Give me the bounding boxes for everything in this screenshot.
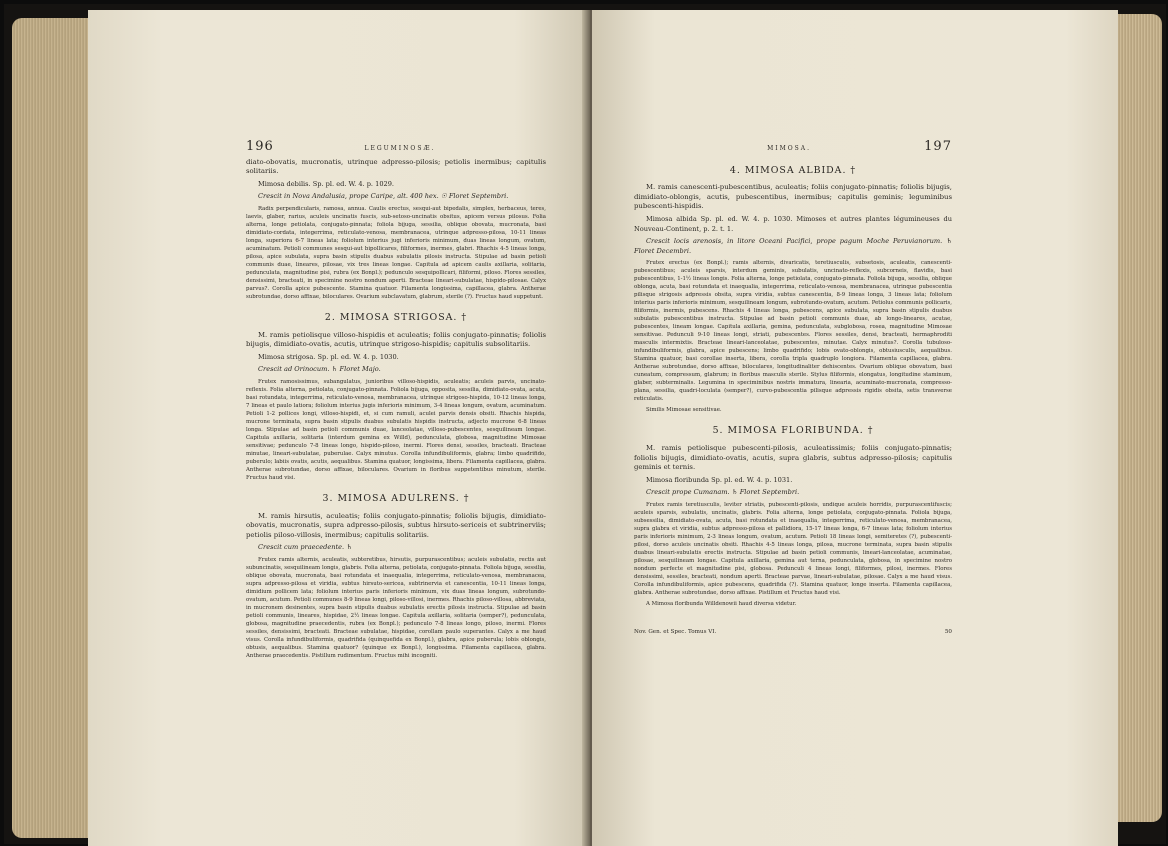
right-running-title: MIMOSA. xyxy=(767,145,812,152)
left-page-number: 196 xyxy=(246,139,274,154)
footer-signature: Nov. Gen. et Spec. Tomus VI. xyxy=(634,628,717,635)
species-1-synonym: Mimosa debilis. Sp. pl. ed. W. 4. p. 1029. xyxy=(258,179,394,188)
left-page xyxy=(88,10,590,846)
right-running-head xyxy=(634,139,952,154)
species-3-heading: 3. MIMOSA ADULRENS. † xyxy=(322,492,470,504)
species-1-diagnosis: diato-obovatis, mucronatis, utrinque adpresso-pilosis; petiolis inermibus; capitulis solitariis. xyxy=(246,157,546,176)
species-4-description: Frutex erectus (ex Bonpl.); ramis alternis, divaricatis, teretiusculis, subsetosis, aculeatis, canescenti-pubescentibus; aculeis sparsis, interdum geminis, subulatis, uncinato-reflexis, subcorneis, flavidis, basi pubescentibus, 1-1½ lineas longis. Folia alterna, longe petiolata, conjugato-pinnata. Foliola bijuga, sessilia, oblique oblonga, acuta, basi rotundata et inaequalia, integerrima, reticulato-venosa, membranacea, utrinque pubescentia pilisque strigosis adpressis obsita, supra viridia, subtus canescentia, 8-9 lineas longa, 3 lineas lata; foliolum interius paris inferioris minimum, sesquilineam longum, subrotundo-ovatum, acutum. Petiolus communis pollicaris, filiformis, inermis, pubescens. Rhachis 4 lineas longa, pubescens, apice subulata, supra basin stipulis duabus subulatis pubescentibus instructa. Stipulae ad basin petioli communis duae, ab longo-lineares, acutae, pubescentes, lineam longae. Capitula axillaria, gemina, pedunculata, subglobosa, rosea, magnitudine Mimosae sensitivae. Pedunculi 9-10 lineas longi, striati, pubescentes. Flores sessiles, densi, bracteati, hermaphroditi masculis intermixtis. Bracteae lineari-lanceolatae, pubescentes, minutae. Calyx minutus?. Corolla tubuloso-infundibuliformis, glabra, apice pubescens; limbo quadrifido; lobis ovato-oblongis, obtusiusculis, aequalibus. Stamina quatuor, basi corollae inserta, libera, corolla tripla quadruplo longiora. Filamenta capillacea, glabra. Antherae subrotundae, dorso affixae, biloculares, longitudinaliter dehiscentes. Ovarium oblique obovatum, basi cuneatum, compressum, glabrum; in floribus masculis sterile. Stylus filiformis, elongatus, longitudine staminum, glaber, subterminalis. Legumina in speciminibus nostris immatura, linearia, acuminato-mucronata, compresso-plana, sessilia, quadri-loculata (semper?), curvo-pubescentia pilisque adpressis rigidis obsita, setis transverse reticulatis. xyxy=(634,260,952,403)
footer-sheet-number: 50 xyxy=(944,628,952,635)
species-2-diagnosis: M. ramis petiolisque villoso-hispidis et aculeatis; foliis conjugato-pinnatis; foliolis bijugis, dimidiato-ovatis, acutis, utrinque strigoso-hispidis; capitulis subsolitariis. xyxy=(246,330,546,349)
species-1-locality: Crescit in Nova Andalusia, prope Caripe, alt. 400 hex. ☉ Floret Septembri. xyxy=(258,192,509,201)
left-running-head xyxy=(246,139,546,154)
species-2-synonym: Mimosa strigosa. Sp. pl. ed. W. 4. p. 1030. xyxy=(258,352,399,361)
right-page xyxy=(592,10,1118,846)
species-2-locality: Crescit ad Orinocum. ♄ Floret Majo. xyxy=(258,365,381,374)
page-edges-right xyxy=(1114,14,1162,822)
species-4-synonym: Mimosa albida Sp. pl. ed. W. 4. p. 1030. Mimoses et autres plantes légumineuses du Nouveau-Continent, p. 2. t. 1. xyxy=(634,214,952,233)
species-5-locality: Crescit prope Cumanam. ♄ Floret Septembri. xyxy=(646,488,800,497)
right-page-text xyxy=(634,139,952,638)
page-edges-left xyxy=(12,18,88,838)
species-4-heading: 4. MIMOSA ALBIDA. † xyxy=(729,164,857,176)
species-3-locality: Crescit cum praecedente. ♄ xyxy=(258,543,353,552)
species-5-heading: 5. MIMOSA FLORIBUNDA. † xyxy=(712,425,874,437)
species-5-synonym: Mimosa floribunda Sp. pl. ed. W. 4. p. 1031. xyxy=(646,475,793,484)
left-page-text xyxy=(246,139,546,663)
book-spread xyxy=(4,4,1166,844)
species-3-description: Frutex ramis alternis, aculeatis, subteretibus, hirsutis, purpurascentibus; aculeis subulatis, rectis aut subuncinatis, sesquilineam longis, glabris. Folia alterna, petiolata, conjugato-pinnata. Foliola bijuga, sessilia, oblique obovata, mucronata, basi rotundata et inaequalia, integerrima, reticulato-venosa, membranacea, supra adpresso-pilosa et viridia, subtus hirsuto-sericea, subtrinervia et canescentia, 10-11 lineas longa, dimidium pollicem lata; foliolum interius paris inferioris minimum, vix duas lineas longum, subrotundo-ovatum, acutum. Petioli communes 8-9 lineas longi, piloso-villosi, inermes. Rhachis piloso-villosa, abbreviata, in mucronem desinentes, supra basin stipulis duabus subulatis erectis pilosis instructa. Stipulae ad basin petioli communis, lineares, hispidae, 2½ lineas longae. Capitula axillaria, solitaria (semper?), pedunculata, globosa, magnitudine praecedentis, rubra (ex Bonpl.); pedunculo 7-8 lineas longo, piloso, inermi. Flores sessiles, densissimi, bracteati. Bracteae subulatae, hispidae, corollam paulo superantes. Calyx a me haud visus. Corolla infundibuliformis, quadrifida (quinquefida ex Bonpl.), glabra, apice puberula; lobis oblongis, obtusis, aequalibus. Stamina quatuor? (quinque ex Bonpl.), longissima. Filamenta capillacea, glabra. Antherae praecedentis. Pistillum rudimentum. Fructus mihi incogniti. xyxy=(246,556,546,659)
species-5-description: Frutex ramis teretiusculis, leviter striatis, pubescenti-pilosis, undique aculeis horridis, purpurascentifuscis; aculeis sparsis, subulatis, uncinatis, glabris. Folia alterna, longe petiolata, conjugato-pinnata. Foliola bijuga, subsessilia, dimidiato-ovata, acuta, basi rotundata et inaequalia, integerrima, reticulato-venosa, membranacea, supra glabra et viridia, subtus adpresso-pilosa et pallidiora, 15-17 lineas longa, 6-7 lineas lata; foliolum interius paris inferioris minimum, 2-3 lineas longum, ovatum, acutum. Petioli 18 lineas longi, semiteretes (?), pubescenti-pilosi, dorso aculeis uncinatis obsiti. Rhachis 4-5 lineas longa, pilosa, mucrone terminata, supra basin stipulis duabus lineari-subulatis erectis instructa. Stipulae ad basin petioli communis, lineari-lanceolatae, acuminatae, pilosae, sesquilineam longae. Capitula axillaria, gemina aut terna, pedunculata, globosa, in specimine nostro nondum perfecte et magnitudine pisi, globosa. Pedunculi 4 lineas longi, filiformes, pilosi, inermes. Flores densissimi, sessiles, bracteati, nondum aperti. Bracteae parvae, lineari-subulatae, pilosae. Calyx a me haud visus. Corolla infundibuliformis, apice pubescens, quadrifida (?). Stamina quatuor, longe inserta. Filamenta capillacea, glabra. Antherae subrotundae, dorso affixae. Pistillum et Fructus haud visi. xyxy=(634,501,952,596)
right-page-number: 197 xyxy=(924,139,952,154)
species-4-locality: Crescit locis arenosis, in litore Oceani Pacifici, prope pagum Moche Peruvianorum. ♄ Floret Decembri. xyxy=(634,237,952,255)
species-4-diagnosis: M. ramis canescenti-pubescentibus, aculeatis; foliis conjugato-pinnatis; foliolis bijugis, dimidiato-oblongis, acutis, pubescentibus, inermibus; capitulis geminis; leguminibus pubescenti-hispidis. xyxy=(634,183,952,211)
species-1-description: Radix perpendicularis, ramosa, annua. Caulis erectus, sesqui-aut bipedalis, simplex, herbaceus, teres, laevis, glaber, rarius, aculeis uncinatis fuscis, sub-setoso-uncinatis obsitus, apicem versus pilosus. Folia alterna, longe petiolata, conjugato-pinnata; foliola bijuga, sessilia, oblique obovata, mucronata, basi dimidiato-cordata, integerrima, reticulato-venosa, membranacea, utrinque adpresso-pilosa, 10-11 lineas longa, superiora 6-7 lineas lata; foliolum interius jugi inferioris minimum, duas lineas longum, ovatum, acuminatum. Petioli communes sesqui-aut bipollicares, filiformes, inermes, glabri. Rhachis 4-5 lineas longa, pilosa, apice subulata, supra basin stipulis duabus subulatis pilosis instructa. Stipulae ad basin petioli communis duae, lineares, pilosae, vix tres lineas longae. Capitula ad apicem caulis axillaria, solitaria, pedunculata, magnitudine pisi, rubra (ex Bonpl.); pedunculo sesquipollicari, filiformi, piloso. Flores sessiles, densissimi, bracteati, in specimine nostro nondum aperti. Bracteae lineari-subulatae, hispido-pilosae. Calyx parvus?. Corolla apice pubescente. Stamina quatuor. Filamenta longissima, capillacea, glabra. Antherae subrotundae, dorso affixae, biloculares. Ovarium subclavatum, glabrum, sterile (?). Fructus haud suppetunt. xyxy=(246,205,546,300)
species-2-heading: 2. MIMOSA STRIGOSA. † xyxy=(324,311,468,323)
species-3-diagnosis: M. ramis hirsutis, aculeatis; foliis conjugato-pinnatis; foliolis bijugis, dimidiato-obovatis, mucronatis, supra adpresso-pilosis, subtus hirsuto-sericeis et subtrinerviis; petiolis piloso-villosis, inermibus; capitulis solitariis. xyxy=(246,511,546,539)
species-2-description: Frutex ramosissimus, subangulatus, junioribus villoso-hispidis, aculeatis; aculeis parvis, uncinato-reflexis. Folia alterna, petiolata, conjugato-pinnata. Foliola bijuga, opposita, sessilia, dimidiato-ovata, acuta, basi rotundata, integerrima, reticulato-venosa, membranacea, utrinque strigoso-hispida, 10-12 lineas longa, 7 lineas et paulo latiora; foliolum interius jugis inferioris minimum, 3-4 lineas longum, ovatum, acuminatum. Petioli 1-2 pollices longi, villoso-hispidi, et, si cum ramuli, aculei parvis densis obsiti. Rhachis hispida, mucrone terminata, supra basin stipulis duabus subulatis hispidis instructa, adjecto mucrone 6-8 lineas longa. Stipulae ad basin petioli communis duae, lanceolatae, villoso-pubescentes, sesquilineam longae. Capitula axillaria, solitaria (interdum gemina ex Willd), pedunculata, globosa, magnitudine Mimosae sensitivae; pedunculo 7-8 lineas longo, hispido-piloso, inermi. Flores densi, sessiles, bracteati. Bracteae minutae, lineari-subulatae, puberulae. Calyx minutus. Corolla infundibuliformis, glabra; limbo quadrifido, puberulo; labiis ovatis, acutis, aequalibus. Stamina quatuor, longissima, libera. Filamenta capillacea, glabra. Antherae subrotundae, dorso affixae, biloculares. Ovarium in floribus suppetentibus minutum, sterile. Fructus haud visi. xyxy=(246,378,546,481)
species-4-note: Similis Mimosae sensitivae. xyxy=(646,407,722,414)
left-running-title: LEGUMINOSÆ. xyxy=(364,145,436,152)
species-5-note: A Mimosa floribunda Willdenowii haud diversa videtur. xyxy=(646,600,797,607)
species-5-diagnosis: M. ramis petiolisque pubescenti-pilosis, aculeatissimis; foliis conjugato-pinnatis; foliolis bijugis, dimidiato-ovatis, acutis, supra glabris, subtus adpresso-pilosis; capitulis geminis et ternis. xyxy=(634,443,952,472)
right-page-footer xyxy=(634,628,952,638)
